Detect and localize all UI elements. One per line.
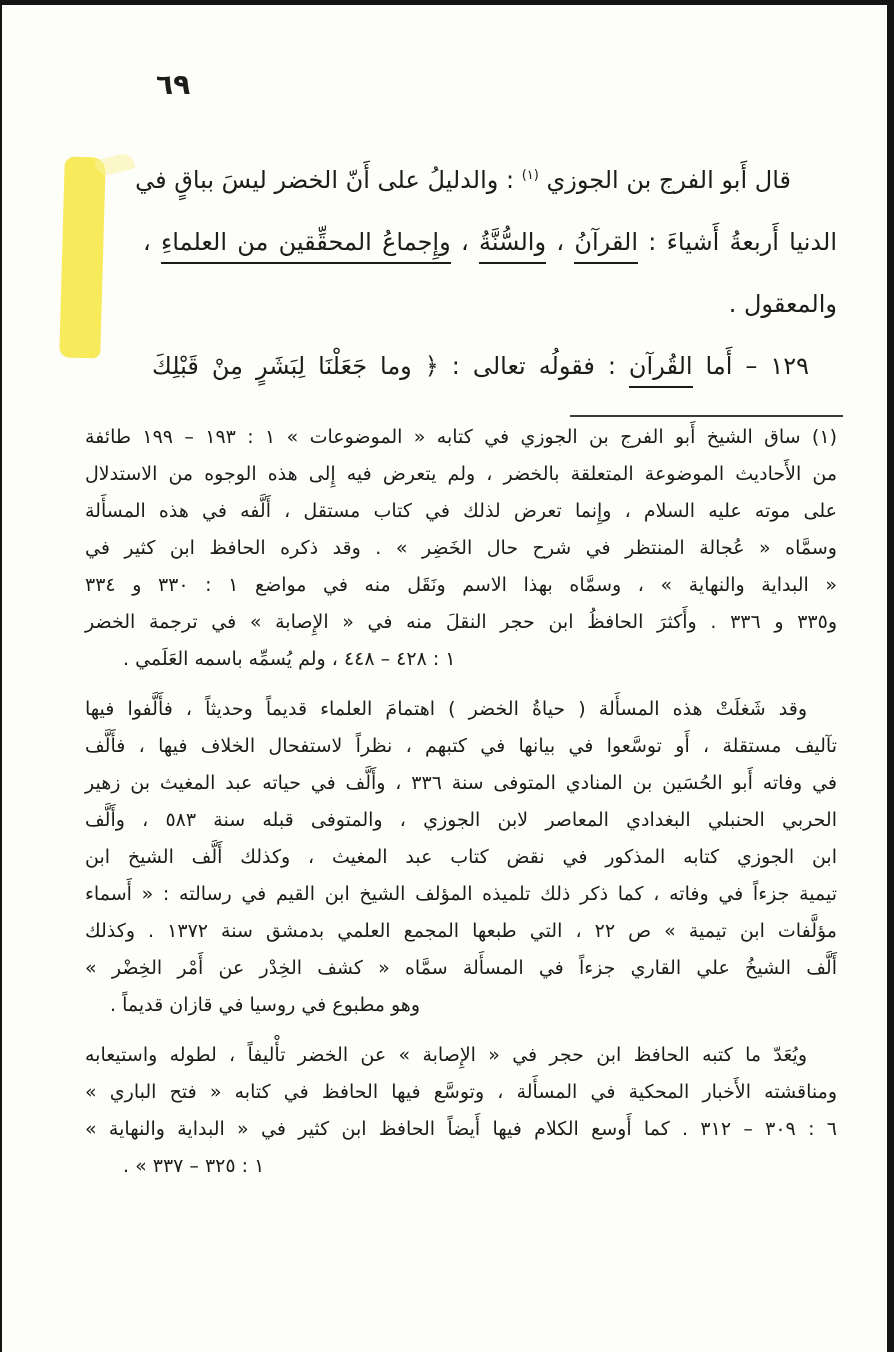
text-segment: و٣٣٥ و ٣٣٦ . وأَكثرَ الحافظُ ابن حجر النقلَ منه في « الإِصابة » في ترجمة الخضر [85,611,837,633]
text-line [85,567,837,604]
text-line [85,876,837,913]
text-line [85,1074,837,1111]
text-segment: ويُعَدّ ما كتبه الحافظ ابن حجر في « الإِصابة » عن الخضر تأْليفاً ، لطوله واستيعابه [85,1044,807,1066]
text-segment: قال أَبو الفرج بن الجوزي [538,166,791,194]
text-segment: تآليف مستقلة ، أَو توسَّعوا في بيانها في كتبهم ، نظراً لاستفحال الخلاف فيها ، فأَلَّف [85,735,837,757]
text-line [143,335,837,397]
text-line [85,530,837,567]
text-segment: ، [143,228,162,256]
footnote-block [85,419,837,1185]
text-line [85,728,837,765]
text-segment: وسمَّاه « عُجالة المنتظر في شرح حال الخَضِر » . وقد ذكره الحافظ ابن كثير في [85,537,837,559]
footnote-separator-rule [570,415,843,417]
text-line [85,839,837,876]
scan-border-left [0,0,2,1352]
text-segment: ١٢٩ – أَما [692,352,809,380]
highlighter-mark [59,156,106,358]
underlined-text: والسُّنَّةُ [479,228,546,264]
text-segment: وقد شَغلَتْ هذه المسأَلة ( حياةُ الخضر ) اهتمامَ العلماء قديماً وحديثاً ، فأَلَّفوا فيها [85,698,807,720]
footnote-paragraph [85,1037,837,1185]
text-segment: الحربي الحنبلي البغدادي المعاصر لابن الجوزي ، والمتوفى قبله سنة ٥٨٣ ، وأَلَّف [85,809,837,831]
text-segment: ابن الجوزي كتابه المذكور في نقض كتاب عبد المغيث ، وكذلك أَلَّف الشيخ ابن [85,846,837,868]
text-segment: الدنيا أَربعةُ أَشياءَ : [638,228,837,256]
text-line [143,211,837,273]
scan-border-right [887,0,894,1352]
page-number: ٦٩ [156,68,191,101]
text-line [85,913,837,950]
text-segment: ١ : ٣٢٥ – ٣٣٧ » . [123,1155,265,1177]
text-line [85,456,837,493]
underlined-text: القُرآن [629,352,693,388]
text-line [85,691,837,728]
text-line [85,1037,837,1074]
text-segment: ومناقشته الأَخبار المحكية في المسأَلة ، وتوسَّع فيها الحافظ في كتابه « فتح الباري » [85,1081,837,1103]
text-line [85,419,837,456]
text-line [85,604,837,641]
text-segment: : فقولُه تعالى : ﴿ وما جَعَلْنَا لِبَشَرٍ مِنْ قَبْلِكَ [152,352,629,380]
text-line [85,1111,837,1148]
text-line [85,987,837,1024]
text-segment: على موته عليه السلام ، وإِنما تعرض لذلك في كتاب مستقل ، أَلَّفه في هذه المسأَلة [85,500,837,522]
text-segment: والمعقول . [728,290,837,318]
text-segment: ١ : ٤٢٨ – ٤٤٨ ، ولم يُسمِّه باسمه العَلَمي . [123,648,456,670]
underlined-text: وإِجماعُ المحقِّقين من العلماءِ [161,228,451,264]
text-line [85,1148,837,1185]
text-line [85,641,837,678]
scan-border-top [0,0,894,5]
text-segment: « البداية والنهاية » ، وسمَّاه بهذا الاسم ونَقَل منه في مواضع ١ : ٣٣٠ و ٣٣٤ [85,574,837,596]
text-line [85,493,837,530]
footnote-ref: (١) [521,168,539,183]
text-segment: من الأَحاديث الموضوعة المتعلقة بالخضر ، ولم يتعرض فيه إِلى هذه الوجوه من الاستدلال [85,463,837,485]
text-line [135,149,837,211]
text-segment: مؤلَّفات ابن تيمية » ص ٢٢ ، التي طبعها المجمع العلمي بدمشق سنة ١٣٧٢ . وكذلك [85,920,837,942]
highlighter-mark-tail [95,152,136,178]
text-segment: ، [450,228,479,256]
text-line [85,765,837,802]
text-line [85,802,837,839]
text-segment: (١) ساق الشيخ أَبو الفرج بن الجوزي في كتابه « الموضوعات » ١ : ١٩٣ – ١٩٩ طائفة [85,426,837,448]
text-segment: وهو مطبوع في روسيا في قازان قديماً . [110,994,421,1016]
main-text [135,149,837,397]
text-segment: في وفاته أَبو الحُسَين بن المنادي المتوفى سنة ٣٣٦ ، وأَلَّف في حياته عبد المغيث بن زهير [85,772,837,794]
footnote-paragraph [85,691,837,1024]
footnote-paragraph [85,419,837,678]
text-segment: أَلَّف الشيخُ علي القاري جزءاً في المسأَلة سمَّاه « كشف الخِدْر عن أَمْر الخِضْر » [85,957,837,979]
text-segment: تيمية جزءاً في وفاته ، كما ذكر ذلك تلميذه المؤلف الشيخ ابن القيم في رسالته : « أَسماء [85,883,837,905]
text-line [143,273,837,335]
underlined-text: القرآنُ [574,228,638,264]
text-segment: ، [546,228,575,256]
text-line [85,950,837,987]
text-segment: ٦ : ٣٠٩ – ٣١٢ . كما أَوسع الكلام فيها أَيضاً الحافظ ابن كثير في « البداية والنهاية » [85,1118,837,1140]
text-segment: : والدليلُ على أَنّ الخضر ليسَ بباقٍ في [135,166,522,194]
